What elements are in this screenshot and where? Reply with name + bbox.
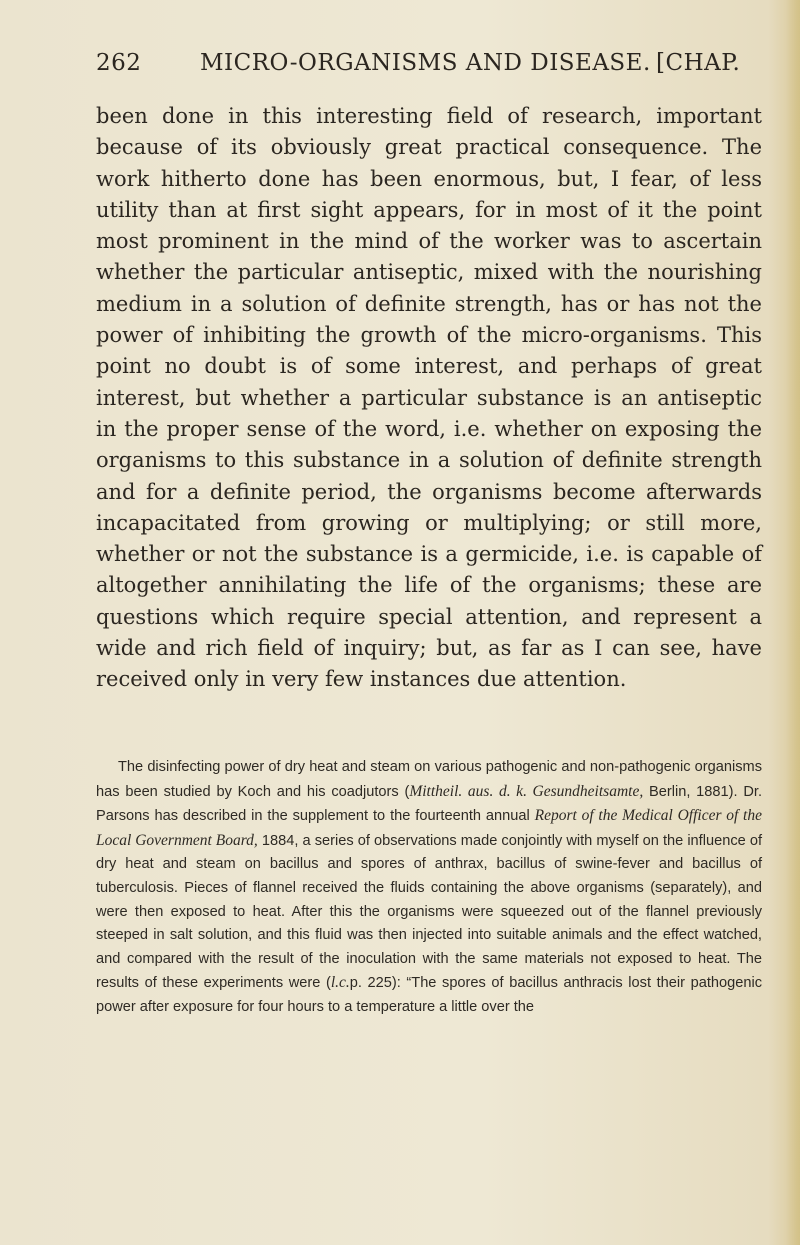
footnote-text: The disinfecting power of dry heat and steam on various pathogenic and non-pathogenic organisms has been studied by Koch and his coadjutors ( (96, 759, 762, 800)
footnote (96, 756, 762, 1020)
page-edge-shadow (786, 0, 800, 1245)
footnote-citation: Mittheil. aus. d. k. Gesundheitsamte, (409, 782, 644, 800)
footnote-text: Berlin, 1881). Dr. Parsons has described in the supplement to the fourteenth annual (96, 783, 762, 825)
running-header (96, 50, 766, 86)
footnote-citation: l.c. (330, 974, 350, 992)
footnote-text: 1884, a series of observations made conjointly with myself on the influence of dry heat and steam on bacillus and spores of anthrax, bacillus of swine-fever and bacillus of tuberculosis. Pieces of flannel received the fluids containing the above organisms (separately), and were then exposed to heat. After this the organisms were squeezed out of the flannel previously steeped in salt solution, and this fluid was then injected into suitable animals and the effect watched, and compared with the result of the inoculation with the same materials not exposed to heat. The results of these experiments were ( (96, 832, 762, 992)
body-paragraph: been done in this interesting field of research, important because of its obviously great practical consequence. The work hitherto done has been enormous, but, I fear, of less utility than at first sight appears, for in most of it the point most prominent in the mind of the worker was to ascertain whether the particular antiseptic, mixed with the nourishing medium in a solution of definite strength, has or has not the power of inhibiting the growth of the micro-organisms. This point no doubt is of some interest, and perhaps of great interest, but whether a particular substance is an antiseptic in the proper sense of the word, i.e. whether on exposing the organisms to this substance in a solution of definite strength and for a definite period, the organisms become afterwards incapacitated from growing or multiplying; or still more, whether or not the substance is a germicide, i.e. is capable of altogether annihilating the life of the organisms; these are questions which require special attention, and represent a wide and rich field of inquiry; but, as far as I can see, have received only in very few instances due attention. (96, 104, 762, 692)
footnote-text: p. 225): “The spores of bacillus anthracis lost their pathogenic power after exposure for four hours to a temperature a little over the (96, 975, 762, 1015)
chapter-mark: [CHAP. (656, 50, 741, 76)
footnote-citation: Report of the Medical Officer of the Local Government Board, (96, 807, 762, 849)
running-title: MICRO-ORGANISMS AND DISEASE. (200, 50, 651, 76)
page-number: 262 (96, 50, 142, 76)
